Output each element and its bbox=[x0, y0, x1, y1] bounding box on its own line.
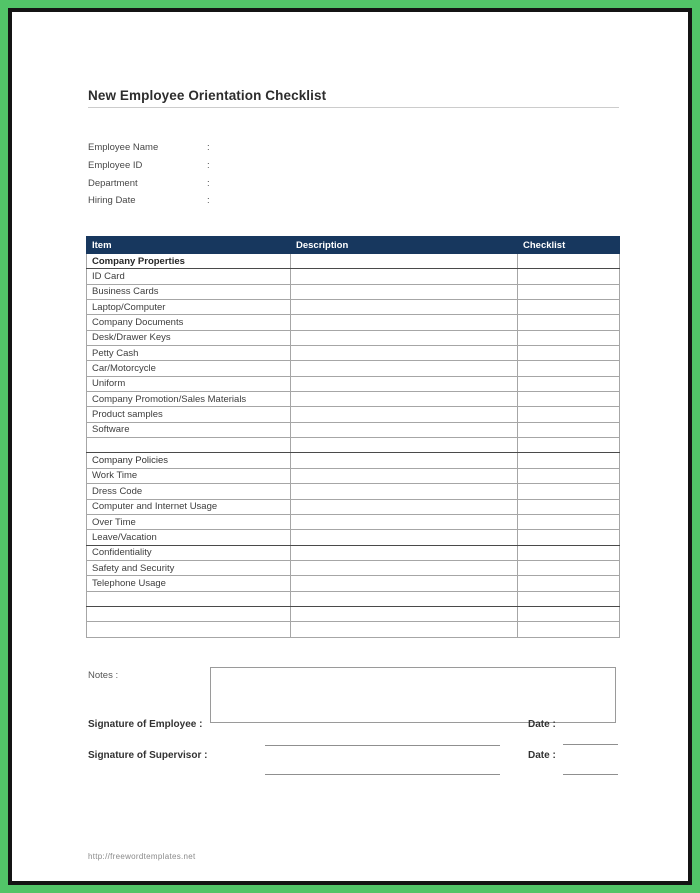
document-page bbox=[8, 8, 692, 885]
item-cell: Over Time bbox=[87, 514, 291, 529]
column-header-item: Item bbox=[87, 237, 291, 254]
checklist-cell bbox=[518, 254, 620, 269]
checklist-cell bbox=[518, 300, 620, 315]
column-header-description: Description bbox=[291, 237, 518, 254]
item-cell: Uniform bbox=[87, 376, 291, 391]
item-cell: Product samples bbox=[87, 407, 291, 422]
checklist-cell bbox=[518, 422, 620, 437]
item-cell: Company Documents bbox=[87, 315, 291, 330]
table-row bbox=[87, 499, 620, 514]
item-cell: Confidentiality bbox=[87, 545, 291, 560]
description-cell bbox=[291, 499, 518, 514]
description-cell bbox=[291, 330, 518, 345]
item-cell: Company Properties bbox=[87, 254, 291, 269]
column-header-checklist: Checklist bbox=[518, 237, 620, 254]
table-row bbox=[87, 576, 620, 591]
field-separator: : bbox=[207, 195, 210, 207]
item-cell: Car/Motorcycle bbox=[87, 361, 291, 376]
table-row bbox=[87, 545, 620, 560]
checklist-cell bbox=[518, 438, 620, 453]
checklist-cell bbox=[518, 606, 620, 621]
checklist-cell bbox=[518, 484, 620, 499]
table-row bbox=[87, 254, 620, 269]
checklist-cell bbox=[518, 530, 620, 545]
field-row bbox=[88, 157, 217, 175]
checklist-cell bbox=[518, 576, 620, 591]
description-cell bbox=[291, 545, 518, 560]
table-row bbox=[87, 468, 620, 483]
table-row bbox=[87, 284, 620, 299]
employee-date-label: Date : bbox=[528, 719, 556, 730]
field-row bbox=[88, 192, 217, 210]
table-row bbox=[87, 315, 620, 330]
checklist-cell bbox=[518, 545, 620, 560]
table-row bbox=[87, 591, 620, 606]
employee-signature-line bbox=[265, 745, 500, 746]
item-cell bbox=[87, 606, 291, 621]
item-cell: Safety and Security bbox=[87, 560, 291, 575]
table-row bbox=[87, 606, 620, 621]
field-separator: : bbox=[207, 142, 210, 154]
field-label: Department bbox=[88, 177, 138, 189]
checklist-cell bbox=[518, 376, 620, 391]
table-row bbox=[87, 514, 620, 529]
checklist-cell bbox=[518, 453, 620, 468]
item-cell: Laptop/Computer bbox=[87, 300, 291, 315]
table-row bbox=[87, 453, 620, 468]
field-label: Hiring Date bbox=[88, 195, 136, 207]
checklist-cell bbox=[518, 392, 620, 407]
description-cell bbox=[291, 560, 518, 575]
checklist-cell bbox=[518, 330, 620, 345]
description-cell bbox=[291, 284, 518, 299]
table-row bbox=[87, 269, 620, 284]
description-cell bbox=[291, 361, 518, 376]
title-divider bbox=[88, 107, 619, 108]
checklist-cell bbox=[518, 591, 620, 606]
checklist-cell bbox=[518, 407, 620, 422]
signature-of-supervisor-label: Signature of Supervisor : bbox=[88, 750, 208, 761]
checklist-cell bbox=[518, 560, 620, 575]
description-cell bbox=[291, 606, 518, 621]
checklist-cell bbox=[518, 622, 620, 637]
checklist-cell bbox=[518, 499, 620, 514]
description-cell bbox=[291, 422, 518, 437]
description-cell bbox=[291, 591, 518, 606]
description-cell bbox=[291, 346, 518, 361]
description-cell bbox=[291, 315, 518, 330]
item-cell: Company Policies bbox=[87, 453, 291, 468]
employee-date-line bbox=[563, 744, 618, 745]
item-cell: ID Card bbox=[87, 269, 291, 284]
employee-fields bbox=[88, 139, 217, 210]
description-cell bbox=[291, 438, 518, 453]
description-cell bbox=[291, 376, 518, 391]
checklist-cell bbox=[518, 284, 620, 299]
description-cell bbox=[291, 269, 518, 284]
item-cell: Desk/Drawer Keys bbox=[87, 330, 291, 345]
field-row bbox=[88, 139, 217, 157]
supervisor-date-line bbox=[563, 774, 618, 775]
description-cell bbox=[291, 453, 518, 468]
notes-box bbox=[210, 667, 616, 723]
supervisor-date-label: Date : bbox=[528, 750, 556, 761]
field-separator: : bbox=[207, 160, 210, 172]
item-cell: Leave/Vacation bbox=[87, 530, 291, 545]
description-cell bbox=[291, 468, 518, 483]
supervisor-signature-line bbox=[265, 774, 500, 775]
checklist-cell bbox=[518, 514, 620, 529]
item-cell: Business Cards bbox=[87, 284, 291, 299]
item-cell: Work Time bbox=[87, 468, 291, 483]
field-separator: : bbox=[207, 177, 210, 189]
signature-of-employee-label: Signature of Employee : bbox=[88, 719, 203, 730]
table-row bbox=[87, 560, 620, 575]
footer-url: http://freewordtemplates.net bbox=[88, 852, 196, 861]
notes-label: Notes : bbox=[88, 670, 119, 681]
item-cell: Dress Code bbox=[87, 484, 291, 499]
description-cell bbox=[291, 514, 518, 529]
checklist-cell bbox=[518, 468, 620, 483]
table-row bbox=[87, 361, 620, 376]
description-cell bbox=[291, 622, 518, 637]
description-cell bbox=[291, 392, 518, 407]
table-row bbox=[87, 407, 620, 422]
item-cell: Company Promotion/Sales Materials bbox=[87, 392, 291, 407]
table-row bbox=[87, 392, 620, 407]
checklist-table bbox=[86, 236, 620, 638]
table-row bbox=[87, 330, 620, 345]
checklist-table-body bbox=[87, 254, 620, 638]
description-cell bbox=[291, 254, 518, 269]
description-cell bbox=[291, 530, 518, 545]
item-cell bbox=[87, 591, 291, 606]
description-cell bbox=[291, 576, 518, 591]
description-cell bbox=[291, 407, 518, 422]
item-cell: Telephone Usage bbox=[87, 576, 291, 591]
table-row bbox=[87, 422, 620, 437]
item-cell bbox=[87, 438, 291, 453]
table-row bbox=[87, 300, 620, 315]
table-row bbox=[87, 346, 620, 361]
description-cell bbox=[291, 484, 518, 499]
table-row bbox=[87, 484, 620, 499]
checklist-cell bbox=[518, 269, 620, 284]
checklist-cell bbox=[518, 361, 620, 376]
table-row bbox=[87, 622, 620, 637]
page-title: New Employee Orientation Checklist bbox=[88, 88, 327, 103]
table-header-row bbox=[87, 237, 620, 254]
description-cell bbox=[291, 300, 518, 315]
field-label: Employee ID bbox=[88, 160, 143, 172]
item-cell: Petty Cash bbox=[87, 346, 291, 361]
checklist-cell bbox=[518, 315, 620, 330]
item-cell: Software bbox=[87, 422, 291, 437]
item-cell: Computer and Internet Usage bbox=[87, 499, 291, 514]
field-row bbox=[88, 174, 217, 192]
item-cell bbox=[87, 622, 291, 637]
table-row bbox=[87, 530, 620, 545]
table-row bbox=[87, 438, 620, 453]
field-label: Employee Name bbox=[88, 142, 159, 154]
checklist-cell bbox=[518, 346, 620, 361]
table-row bbox=[87, 376, 620, 391]
